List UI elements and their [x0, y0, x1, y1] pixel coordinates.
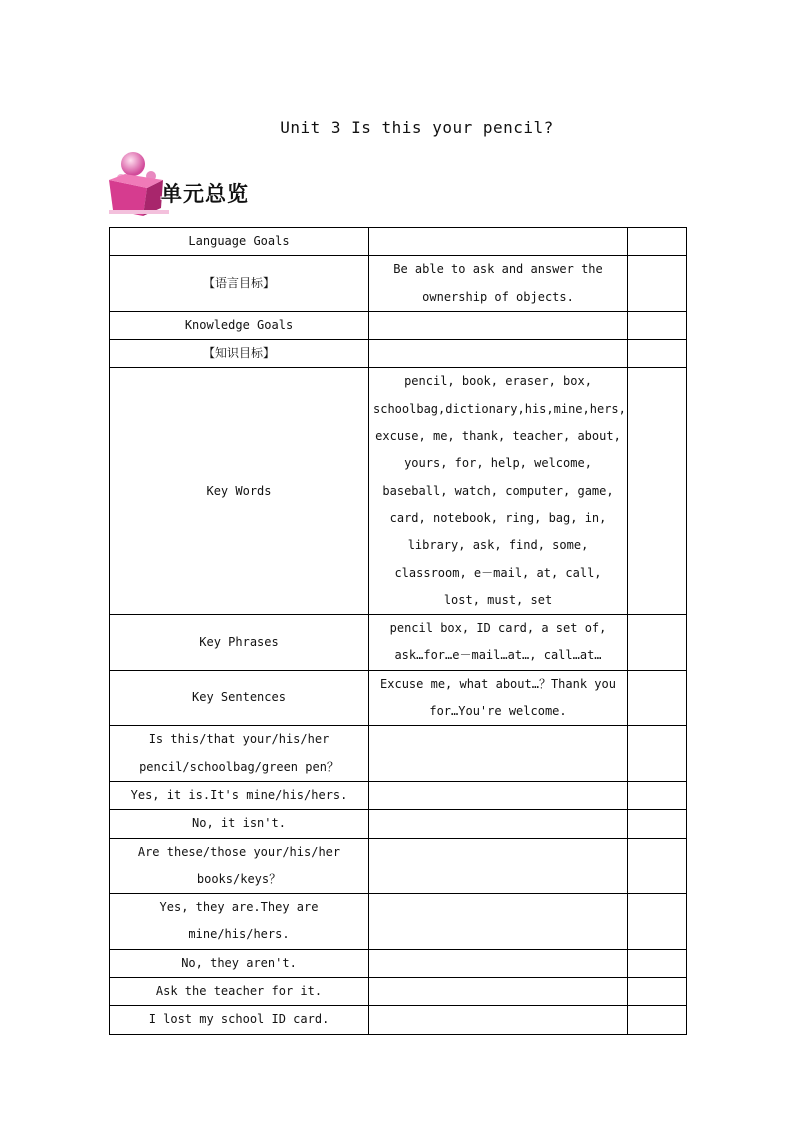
table-row — [110, 949, 687, 977]
table-cell: Language Goals — [110, 228, 369, 256]
table-cell — [369, 781, 628, 809]
banner-title: 单元总览 — [161, 182, 249, 206]
table-cell — [628, 838, 687, 894]
table-cell: Is this/that your/his/her pencil/schoolbag/green pen？ — [110, 726, 369, 782]
table-cell: Be able to ask and answer the ownership of objects. — [369, 256, 628, 312]
table-row — [110, 368, 687, 615]
table-cell: Key Sentences — [110, 670, 369, 726]
unit-overview-table — [109, 227, 687, 1035]
table-cell: No, they aren't. — [110, 949, 369, 977]
table-cell: I lost my school ID card. — [110, 1006, 369, 1034]
table-cell — [628, 781, 687, 809]
table-row — [110, 978, 687, 1006]
table-cell — [628, 1006, 687, 1034]
table-cell — [628, 726, 687, 782]
table-cell — [369, 949, 628, 977]
table-row — [110, 256, 687, 312]
table-cell — [628, 810, 687, 838]
table-cell — [628, 368, 687, 615]
table-cell — [369, 726, 628, 782]
table-cell: 【知识目标】 — [110, 340, 369, 368]
table-row — [110, 838, 687, 894]
table-cell: Yes, they are.They are mine/his/hers. — [110, 894, 369, 950]
table-cell: Yes, it is.It's mine/his/hers. — [110, 781, 369, 809]
table-cell: 【语言目标】 — [110, 256, 369, 312]
table-row — [110, 810, 687, 838]
table-cell — [628, 670, 687, 726]
table-row — [110, 670, 687, 726]
table-row — [110, 340, 687, 368]
table-cell — [369, 978, 628, 1006]
table-row — [110, 781, 687, 809]
table-row — [110, 228, 687, 256]
table-cell — [369, 894, 628, 950]
table-cell: Are these/those your/his/her books/keys？ — [110, 838, 369, 894]
table-row — [110, 615, 687, 671]
table-cell: pencil box, ID card, a set of, ask…for…e－mail…at…, call…at… — [369, 615, 628, 671]
table-cell — [628, 894, 687, 950]
table-cell — [628, 311, 687, 339]
table-cell — [628, 978, 687, 1006]
table-cell — [628, 615, 687, 671]
page-title: Unit 3 Is this your pencil? — [280, 118, 554, 137]
table-row — [110, 894, 687, 950]
table-cell: Knowledge Goals — [110, 311, 369, 339]
table-row — [110, 311, 687, 339]
table-row — [110, 726, 687, 782]
table-cell — [369, 311, 628, 339]
table-cell: Key Phrases — [110, 615, 369, 671]
table-cell: Key Words — [110, 368, 369, 615]
table-cell — [628, 256, 687, 312]
table-cell — [628, 340, 687, 368]
table-cell: pencil, book, eraser, box, schoolbag,dictionary,his,mine,hers, excuse, me, thank, teacher, about, yours, for, help, welcome, baseball, watch, computer, game, card, notebook, ring, bag, in, library, ask, find, some, classroom, e－mail, at, call, lost, must, set — [369, 368, 628, 615]
table-cell — [628, 228, 687, 256]
section-banner — [103, 150, 263, 222]
table-cell — [369, 340, 628, 368]
table-cell — [369, 228, 628, 256]
table-cell — [369, 1006, 628, 1034]
table-cell — [369, 810, 628, 838]
table-row — [110, 1006, 687, 1034]
table-cell: Ask the teacher for it. — [110, 978, 369, 1006]
table-cell: Excuse me, what about…？Thank you for…You're welcome. — [369, 670, 628, 726]
table-cell: No, it isn't. — [110, 810, 369, 838]
table-cell — [369, 838, 628, 894]
table-cell — [628, 949, 687, 977]
